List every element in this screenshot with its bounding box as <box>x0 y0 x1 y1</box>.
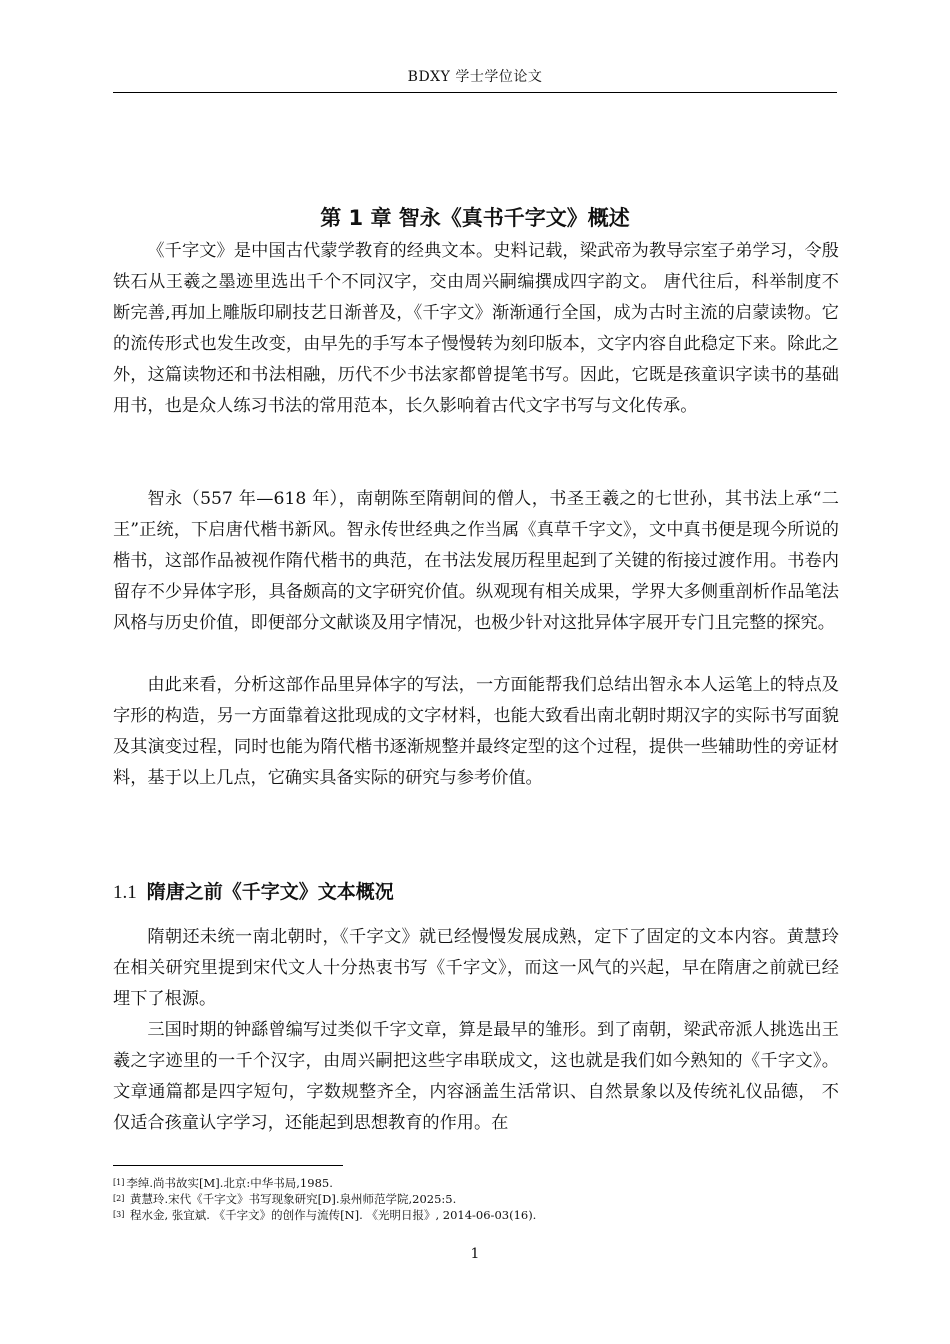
footnote-mark: [1] <box>113 1178 125 1187</box>
footnote-mark: [2] <box>113 1194 125 1203</box>
footnote-text: 程水金, 张宜斌. 《千字文》的创作与流传[N]. 《光明日报》, 2014-06-03(16). <box>126 1208 537 1222</box>
body-paragraph: 《千字文》是中国古代蒙学教育的经典文本。史料记载，梁武帝为教导宗室子弟学习，令殷铁石从王羲之墨迹里选出千个不同汉字，交由周兴嗣编撰成四字韵文。 唐代往后，科举制度不断完善,再加上雕版印刷技艺日渐普及，《千字文》渐渐通行全国，成为古时主流的启蒙读物。它的流传形式也发生改变，由早先的手写本子慢慢转为刻印版本，文字内容自此稳定下来。除此之外，这篇读物还和书法相融，历代不少书法家都曾提笔书写。因此，它既是孩童识字读书的基础用书，也是众人练习书法的常用范本，长久影响着古代文字书写与文化传承。 <box>113 241 839 416</box>
footnotes <box>113 1175 536 1223</box>
body-paragraph: 智永（557 年—618 年），南朝陈至隋朝间的僧人，书圣王羲之的七世孙，其书法上承“二王”正统，下启唐代楷书新风。智永传世经典之作当属《真草千字文》，文中真书便是现今所说的楷书，这部作品被视作隋代楷书的典范，在书法发展历程里起到了关键的衔接过渡作用。书卷内留存不少异体字形，具备颇高的文字研究价值。纵观现有相关成果，学界大多侧重剖析作品笔法风格与历史价值，即便部分文献谈及用字情况，也极少针对这批异体字展开专门且完整的探究。 <box>113 489 839 633</box>
body-paragraph: 三国时期的钟繇曾编写过类似千字文章，算是最早的雏形。到了南朝，梁武帝派人挑选出王羲之字迹里的一千个汉字，由周兴嗣把这些字串联成文，这也就是我们如今熟知的《千字文》。文章通篇都是四字短句，字数规整齐全，内容涵盖生活常识、自然景象以及传统礼仪品德， 不仅适合孩童认字学习，还能起到思想教育的作用。在 <box>113 1020 839 1133</box>
footnote-text: 李绰.尚书故实[M].北京:中华书局,1985. <box>126 1176 333 1190</box>
page-number: 1 <box>470 1246 480 1262</box>
chapter-title: 第 1 章 智永《真书千字文》概述 <box>320 206 630 230</box>
body-paragraph: 由此来看，分析这部作品里异体字的写法，一方面能帮我们总结出智永本人运笔上的特点及字形的构造，另一方面靠着这批现成的文字材料，也能大致看出南北朝时期汉字的实际书写面貌及其演变过程，同时也能为隋代楷书逐渐规整并最终定型的这个过程，提供一些辅助性的旁证材料，基于以上几点，它确实具备实际的研究与参考价值。 <box>113 675 839 788</box>
running-header: BDXY 学士学位论文 <box>113 66 837 93</box>
section-number: 1.1 <box>113 882 137 903</box>
footnote <box>113 1175 536 1191</box>
footnote <box>113 1207 536 1223</box>
footnote-mark: [3] <box>113 1210 125 1219</box>
footnote-text: 黄慧玲.宋代《千字文》书写现象研究[D].泉州师范学院,2025:5. <box>126 1192 457 1206</box>
section-title-text: 隋唐之前《千字文》文本概况 <box>146 881 394 903</box>
footnote-divider <box>113 1165 343 1166</box>
footnote <box>113 1191 536 1207</box>
body-paragraph: 隋朝还未统一南北朝时，《千字文》就已经慢慢发展成熟，定下了固定的文本内容。黄慧玲在相关研究里提到宋代文人十分热衷书写《千字文》，而这一风气的兴起，早在隋唐之前就已经埋下了根源。 <box>113 927 839 1009</box>
section-heading <box>113 877 394 904</box>
